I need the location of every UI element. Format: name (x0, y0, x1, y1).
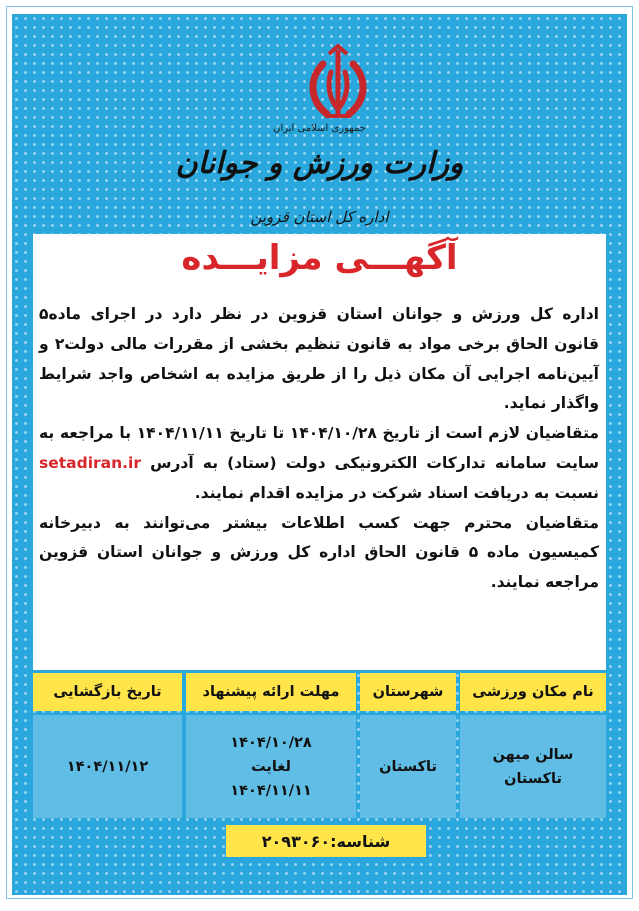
deadline-end: ۱۴۰۴/۱۱/۱۱ (230, 782, 312, 799)
auction-table (33, 673, 606, 818)
city-value: تاکستان (379, 758, 437, 775)
cell-opening (33, 715, 182, 818)
department-name: اداره کل استان قزوین (250, 208, 389, 226)
venue-line-1: سالن میهن (492, 746, 574, 763)
notice-content (33, 234, 606, 670)
header (33, 20, 606, 232)
notice-title: آگهـــی مزایـــده (181, 238, 458, 278)
cell-venue (460, 715, 606, 818)
table-header-row (33, 673, 606, 711)
opening-date: ۱۴۰۴/۱۱/۱۲ (66, 758, 149, 775)
deadline-start: ۱۴۰۴/۱۰/۲۸ (230, 734, 312, 751)
header-venue: نام مکان ورزشی (460, 673, 606, 711)
notice-body (39, 300, 599, 598)
deadline-until: لغایت (251, 758, 291, 775)
notice-code: شناسه:۲۰۹۳۰۶۰ (226, 825, 426, 857)
header-opening: تاریخ بازگشایی (33, 673, 182, 711)
paragraph-instructions (39, 419, 599, 508)
iran-emblem-icon (295, 42, 381, 126)
header-deadline: مهلت ارائه پیشنهاد (186, 673, 356, 711)
instructions-text: متقاضیان لازم است از تاریخ ۱۴۰۴/۱۰/۲۸ تا تاریخ ۱۴۰۴/۱۱/۱۱ با مراجعه به سایت سامانه تدارکات الکترونیکی دولت (ستاد) به آدرس (39, 424, 599, 472)
header-city: شهرستان (360, 673, 456, 711)
instructions-tail: نسبت به دریافت اسناد شرکت در مزایده اقدام نمایند. (194, 483, 599, 502)
cell-deadline (186, 715, 356, 818)
venue-line-2: تاکستان (504, 770, 562, 787)
setadiran-link[interactable]: setadiran.ir (39, 453, 141, 472)
cell-city (360, 715, 456, 818)
paragraph-closing: متقاضیان محترم جهت کسب اطلاعات بیشتر می‌توانند به دبیرخانه کمیسیون ماده ۵ قانون الحاق اداره کل ورزش و جوانان استان قزوین مراجعه نمایند. (39, 513, 599, 592)
government-line: جمهوری اسلامی ایران (273, 123, 366, 134)
paragraph-intro: اداره کل ورزش و جوانان استان قزوین در نظر دارد در اجرای ماده۵ قانون الحاق برخی مواد به قانون تنظیم بخشی از مقررات مالی دولت۲ و آیین‌نامه اجرایی آن مکان ذیل را از طریق مزایده به اشخاص واجد شرایط واگذار نماید. (39, 305, 600, 413)
ministry-name: وزارت ورزش و جوانان (175, 146, 464, 181)
